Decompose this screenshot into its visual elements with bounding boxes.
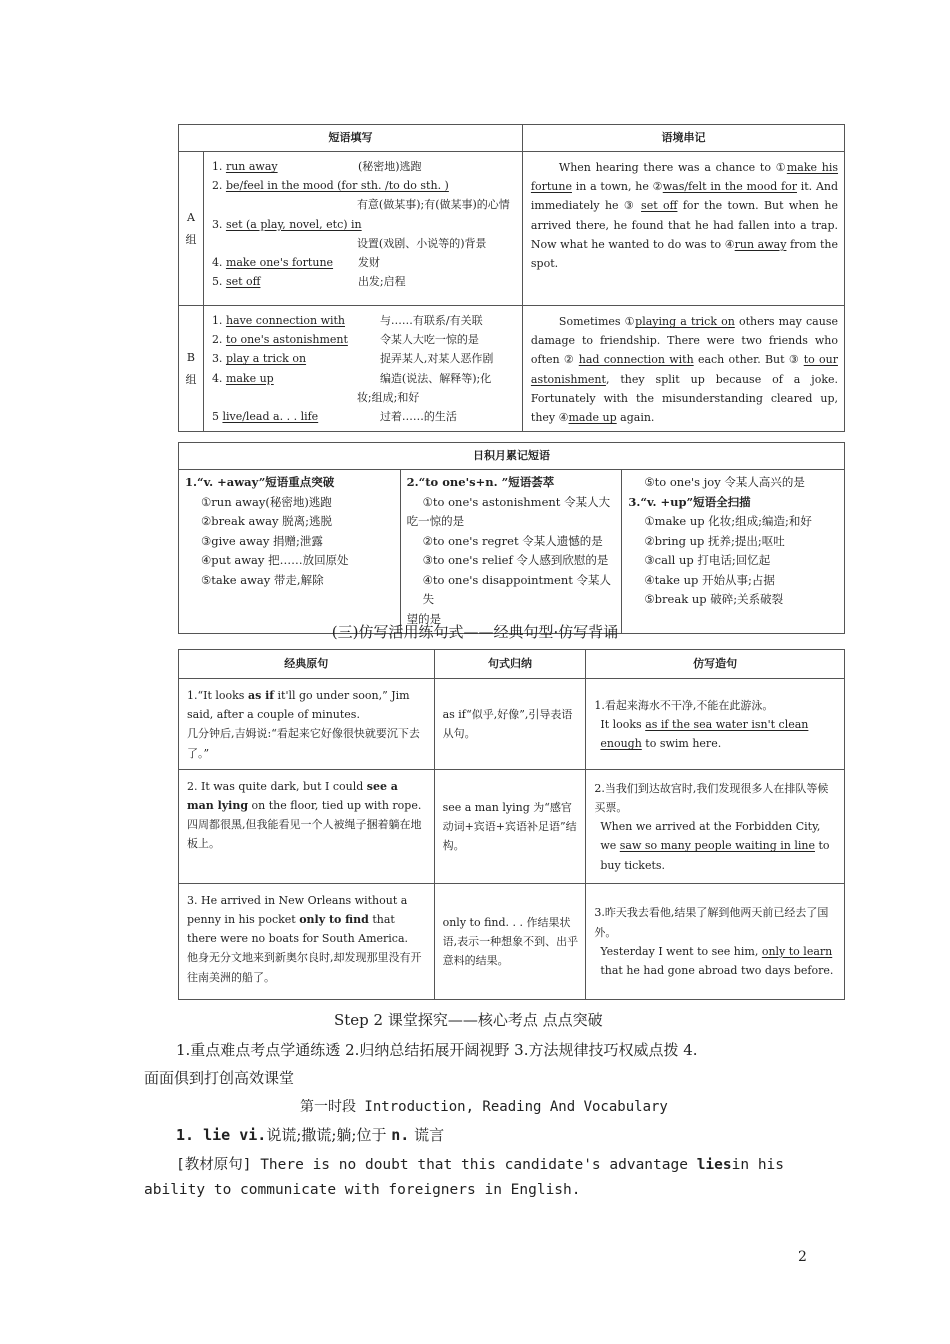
phrase-item	[212, 272, 516, 291]
accumulate-header: 日积月累记短语	[179, 443, 845, 470]
original-sentence-cell	[179, 679, 435, 770]
phrase-item	[212, 330, 516, 349]
story-text: in a town, he ②	[571, 180, 663, 194]
step-heading: Step 2 课堂探究——核心考点 点点突破	[334, 1011, 603, 1029]
sentence-row	[179, 883, 845, 999]
method-list-line1: 1.重点难点考点学通练透 2.归纳总结拓展开阔视野 3.方法规律技巧权威点拨 4.	[176, 1041, 698, 1059]
sentence-row	[179, 769, 845, 883]
away-phrases-column	[179, 470, 401, 634]
group-a-label: A 组	[179, 152, 204, 306]
phrase-entry: ④put away 把……放回原处	[201, 553, 349, 567]
group-b-label: B 组	[179, 306, 204, 432]
pattern-header: 句式归纳	[434, 650, 586, 679]
imitation-cell	[586, 769, 845, 883]
imitation-underlined: saw so many people waiting in line	[619, 839, 815, 853]
pattern-cell: see a man lying 为“感官动词+宾语+宾语补足语”结构。	[434, 769, 586, 883]
phrase-english	[212, 157, 358, 176]
page-number: 2	[798, 1249, 807, 1265]
phrase-entry: ⑤break up 破碎;关系破裂	[644, 592, 784, 606]
phrase-entry: ③give away 捐赠;泄露	[201, 533, 323, 548]
phrase-text: have connection with	[225, 314, 346, 327]
phrase-meaning: 有意(做某事);有(做某事)的心情	[356, 198, 510, 212]
original-keyword: only to find	[299, 913, 369, 927]
original-text: that there were no boats for South America.	[187, 913, 409, 946]
original-sentence-en	[187, 777, 428, 815]
period-title: 第一时段 Introduction, Reading And Vocabulary	[300, 1099, 668, 1115]
noun-meaning: 谎言	[409, 1126, 445, 1144]
phrase-item	[212, 157, 516, 176]
phrase-meaning: 捉弄某人,对某人恶作剧	[379, 352, 494, 366]
story-text: again.	[616, 411, 655, 425]
imitation-text: When we arrived at the Forbidden City, we	[600, 820, 821, 853]
imitation-underlined: only to learn	[761, 944, 833, 958]
original-keyword: as if	[247, 689, 275, 702]
phrase-english	[212, 272, 358, 291]
story-text: for the town. But when he arrived there, he found that he had fallen into a trap. Now what he wanted to do was to ④	[530, 199, 838, 251]
imitation-prompt: 3.昨天我去看他,结果了解到他两天前已经去了国外。	[594, 906, 829, 939]
phrase-item	[212, 407, 516, 426]
phrase-english	[212, 311, 380, 330]
pattern-cell: only to find. . . 作结果状语,表示一种想象不到、出乎意料的结果。	[434, 883, 586, 999]
phrase-entry: ④to one's disappointment 令某人失	[422, 572, 612, 606]
phrase-item	[212, 253, 516, 272]
phrase-group-heading: 1.“v. +away”短语重点突破	[185, 475, 335, 489]
original-text: 2. It was quite dark, but I could	[187, 779, 367, 793]
phrase-entry: ②to one's regret 令某人遗憾的是	[422, 533, 603, 548]
story-answer: make his fortune	[530, 161, 839, 194]
phrase-entry: ⑤take away 带走,解除	[201, 572, 324, 587]
story-text: each other. But ③	[693, 353, 804, 367]
phrase-english	[212, 349, 380, 368]
headword-meaning: 说谎;撒谎;躺;位于	[266, 1126, 392, 1144]
phrase-english	[212, 253, 358, 272]
phrase-meaning: 发财	[357, 256, 380, 270]
phrase-table	[178, 124, 845, 432]
to-ones-phrases-column	[400, 470, 622, 634]
phrase-text: be/feel in the mood (for sth. /to do sth. )	[225, 179, 449, 193]
imitation-answer	[594, 817, 838, 875]
phrase-text: make one's fortune	[225, 256, 334, 270]
phrase-item	[212, 388, 516, 407]
phrase-meaning: 出发;启程	[357, 275, 406, 289]
original-text: 1.“It looks	[187, 689, 248, 702]
phrase-meaning: 令某人大吃一惊的是	[379, 333, 479, 347]
accumulate-phrases-table	[178, 442, 845, 634]
original-text: on the floor, tied up with rope.	[248, 799, 422, 813]
imitation-cell	[586, 679, 845, 770]
imitation-answer	[594, 715, 838, 753]
up-phrases-column	[622, 470, 845, 634]
phrase-meaning: 与……有联系/有关联	[379, 314, 483, 327]
story-answer: made up	[568, 411, 617, 425]
section-title: (三)仿写活用练句式——经典句型·仿写背诵	[331, 623, 619, 641]
phrase-number: 1.	[211, 314, 226, 327]
story-text: it. And immediately he ③	[530, 180, 839, 213]
phrase-entry: ①make up 化妆;组成;编造;和好	[644, 514, 812, 528]
story-answer: playing a trick on	[635, 315, 735, 328]
imitation-prompt: 1.看起来海水不干净,不能在此游泳。	[594, 698, 774, 712]
original-sentence-header: 经典原句	[179, 650, 435, 679]
story-text: When hearing there was a chance to ①	[558, 161, 787, 174]
phrase-text: to one's astonishment	[225, 333, 348, 347]
phrase-item	[212, 234, 516, 253]
imitation-text: that he had gone abroad two days before.	[600, 964, 834, 978]
phrase-entry: ①run away(秘密地)逃跑	[201, 494, 332, 509]
phrase-english	[212, 369, 380, 388]
imitation-underlined: as if the sea water isn't clean enough	[600, 717, 809, 750]
story-answer: had connection with	[578, 353, 694, 367]
phrase-number: 3.	[211, 217, 226, 231]
original-keyword: see a man lying	[187, 779, 398, 813]
original-sentence-cell	[179, 769, 435, 883]
phrase-number: 5.	[211, 275, 226, 289]
phrase-meaning: 妆;组成;和好	[356, 390, 420, 404]
phrase-item	[212, 176, 516, 195]
phrase-entry: ⑤to one's joy 令某人高兴的是	[644, 475, 805, 489]
phrase-entry: ④take up 开始从事;占据	[644, 572, 775, 587]
group-b-phrases	[203, 306, 522, 432]
phrase-entry: ②bring up 抚养;提出;呕吐	[644, 533, 785, 548]
phrase-group-heading: 2.“to one's+n. ”短语荟萃	[406, 475, 555, 489]
textbook-sentence-line2: ability to communicate with foreigners in English.	[144, 1182, 581, 1198]
sentence-pattern-table	[178, 649, 845, 1000]
original-sentence-en	[187, 686, 428, 724]
original-sentence-cn: 几分钟后,吉姆说:“看起来它好像很快就要沉下去了。”	[187, 727, 420, 760]
group-b-story	[522, 306, 844, 432]
phrase-english	[212, 330, 380, 349]
phrase-number: 4.	[211, 256, 226, 270]
phrase-number: 4.	[211, 371, 226, 385]
phrase-number: 2.	[211, 179, 226, 193]
imitation-text: Yesterday I went to see him,	[600, 944, 762, 958]
imitation-answer	[594, 942, 838, 980]
phrase-number: 3.	[211, 352, 226, 366]
word-entry	[176, 1124, 444, 1145]
story-answer: was/felt in the mood for	[662, 180, 797, 194]
pattern-cell: as if“似乎,好像”,引导表语从句。	[434, 679, 586, 770]
headword: 1. lie vi.	[176, 1126, 267, 1144]
phrase-english	[212, 176, 449, 195]
original-sentence-cn: 四周都很黑,但我能看见一个人被绳子捆着躺在地板上。	[187, 818, 422, 851]
phrase-entry: ②break away 脱离;逃脱	[201, 514, 333, 528]
original-sentence-cn: 他身无分文地来到新奥尔良时,却发现那里没有开往南美洲的船了。	[187, 951, 422, 984]
textbook-sentence-line1: [教材原句] There is no doubt that this candidate's advantage liesin his	[176, 1157, 785, 1173]
phrase-meaning: (秘密地)逃跑	[357, 160, 422, 173]
story-text: Sometimes ①	[558, 315, 636, 328]
phrase-number: 2.	[211, 333, 226, 347]
phrase-number: 5	[211, 410, 223, 424]
phrase-entry: ③to one's relief 令人感到欣慰的是	[422, 553, 609, 567]
method-list-line2: 面面俱到打创高效课堂	[144, 1069, 295, 1087]
textbook-label: [教材原句]	[176, 1157, 261, 1173]
group-a-phrases	[203, 152, 522, 306]
story-answer: to our astonishment	[530, 353, 838, 386]
story-text: others may cause damage to friendship. There were two friends who often ②	[530, 315, 838, 367]
original-text: it'll go under soon,” Jim said, after a couple of minutes.	[187, 689, 410, 722]
imitation-text: to swim here.	[641, 737, 722, 750]
phrase-meaning: 编造(说法、解释等);化	[379, 371, 492, 385]
imitation-text: to buy tickets.	[600, 839, 830, 872]
phrase-item	[212, 215, 516, 234]
original-sentence-en	[187, 891, 428, 949]
imitation-text: It looks	[600, 717, 646, 731]
phrase-english	[212, 407, 380, 426]
keyword-lies: lies	[696, 1157, 732, 1173]
imitation-prompt: 2.当我们到达故宫时,我们发现很多人在排队等候买票。	[594, 781, 829, 814]
phrase-item	[212, 311, 516, 330]
phrase-group-heading: 3.“v. +up”短语全扫描	[628, 494, 751, 509]
phrase-text: live/lead a. . . life	[222, 410, 319, 424]
story-answer: run away	[734, 237, 787, 251]
phrase-item	[212, 195, 516, 214]
phrase-entry: ①to one's astonishment 令某人大	[422, 494, 611, 509]
story-answer: set off	[641, 199, 678, 213]
phrase-entry: 吃一惊的是	[406, 514, 465, 528]
phrase-text: make up	[225, 371, 274, 385]
phrase-english	[211, 215, 362, 234]
original-text: 3. He arrived in New Orleans without a penny in his pocket	[187, 893, 408, 927]
phrase-number: 1.	[211, 160, 226, 173]
imitation-header: 仿写造句	[586, 650, 845, 679]
context-header: 语境串记	[522, 125, 844, 152]
group-a-story	[522, 152, 844, 306]
phrase-entry: ③call up 打电话;回忆起	[644, 553, 771, 567]
sentence-row	[179, 679, 845, 770]
phrase-text: set (a play, novel, etc) in	[225, 217, 362, 231]
phrase-item	[212, 369, 516, 388]
phrase-text: set off	[225, 275, 261, 289]
phrase-entry: 望的是	[406, 611, 442, 626]
phrase-text: run away	[225, 160, 278, 173]
noun-pos: n.	[391, 1126, 410, 1144]
story-text: from the spot.	[530, 237, 839, 271]
phrase-fill-header: 短语填写	[179, 125, 523, 152]
phrase-text: play a trick on	[225, 352, 307, 366]
original-sentence-cell	[179, 883, 435, 999]
imitation-cell	[586, 883, 845, 999]
phrase-meaning: 设置(戏剧、小说等的)背景	[356, 236, 487, 250]
phrase-meaning: 过着……的生活	[379, 410, 457, 424]
phrase-item	[212, 349, 516, 368]
story-text: , they split up because of a joke. Fortunately with the misunderstanding cleared up, they ④	[530, 372, 838, 425]
